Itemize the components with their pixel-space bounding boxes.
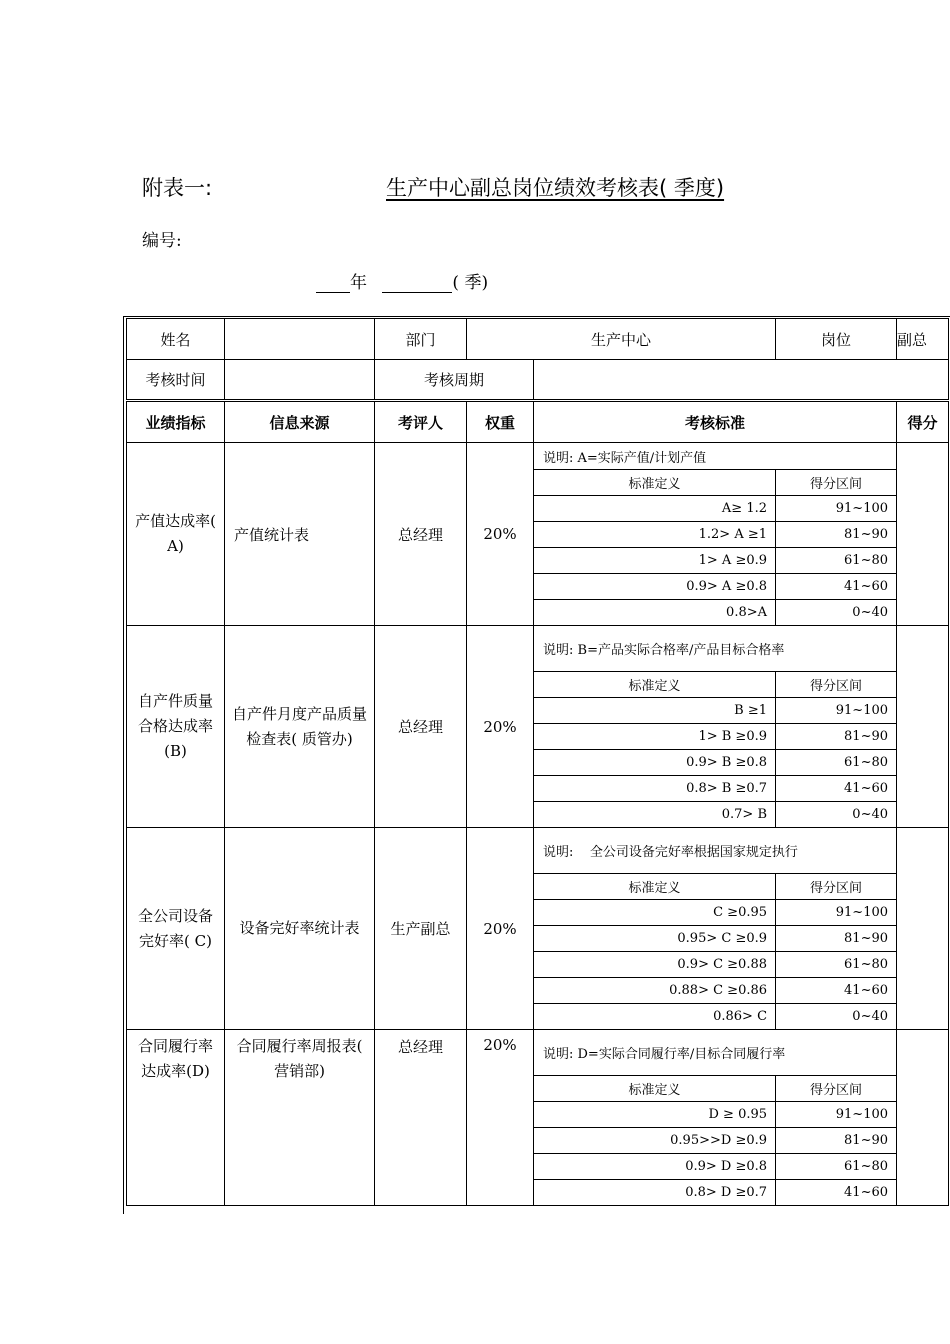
appendix-label: 附表一:: [142, 176, 213, 200]
rule-range: 81~90: [776, 522, 897, 548]
indicator-a-note-row: [127, 443, 949, 470]
dept-value: 生产中心: [467, 319, 776, 360]
rule-range: 81~90: [776, 724, 897, 750]
period-line: [316, 268, 488, 293]
indicator-d-note: 说明: D=实际合同履行率/目标合同履行率: [534, 1030, 897, 1076]
table-frame-left: [123, 316, 124, 1214]
rule-definition: 1.2> A ≥1: [534, 522, 776, 548]
indicator-b-note: 说明: B=产品实际合格率/产品目标合格率: [534, 626, 897, 672]
rule-range: 61~80: [776, 548, 897, 574]
indicator-a-score[interactable]: [897, 443, 949, 626]
rule-range: 41~60: [776, 1180, 897, 1206]
rule-range: 91~100: [776, 698, 897, 724]
rule-range: 91~100: [776, 1102, 897, 1128]
rule-definition: 1> B ≥0.9: [534, 724, 776, 750]
table-frame-top: [123, 316, 950, 317]
column-header-row: [127, 401, 949, 443]
rule-definition: 0.8> B ≥0.7: [534, 776, 776, 802]
indicator-a-source: 产值统计表: [225, 443, 375, 626]
indicator-b-weight: 20%: [467, 626, 534, 828]
definition-header: 标准定义: [534, 874, 776, 900]
rule-definition: 0.95> C ≥0.9: [534, 926, 776, 952]
col-evaluator: 考评人: [375, 401, 467, 443]
page-title: 生产中心副总岗位绩效考核表( 季度): [386, 176, 725, 200]
indicator-c-note: 说明: 全公司设备完好率根据国家规定执行: [534, 828, 897, 874]
rule-range: 91~100: [776, 900, 897, 926]
indicator-c-source: 设备完好率统计表: [225, 828, 375, 1030]
rule-range: 91~100: [776, 496, 897, 522]
cycle-field[interactable]: [534, 360, 949, 401]
rule-definition: 0.9> A ≥0.8: [534, 574, 776, 600]
col-source: 信息来源: [225, 401, 375, 443]
range-header: 得分区间: [776, 1076, 897, 1102]
indicator-a-name: 产值达成率( A): [127, 443, 225, 626]
col-standard: 考核标准: [534, 401, 897, 443]
rule-range: 81~90: [776, 1128, 897, 1154]
post-value: 副总: [897, 319, 949, 360]
rule-range: 0~40: [776, 600, 897, 626]
time-label: 考核时间: [127, 360, 225, 401]
indicator-c-weight: 20%: [467, 828, 534, 1030]
rule-range: 61~80: [776, 1154, 897, 1180]
rule-definition: D ≥ 0.95: [534, 1102, 776, 1128]
year-label: 年: [350, 273, 367, 293]
indicator-a-note: 说明: A=实际产值/计划产值: [534, 443, 897, 470]
indicator-a-evaluator: 总经理: [375, 443, 467, 626]
col-weight: 权重: [467, 401, 534, 443]
year-blank[interactable]: [316, 274, 350, 293]
rule-range: 41~60: [776, 776, 897, 802]
time-field[interactable]: [225, 360, 375, 401]
rule-definition: 0.95>>D ≥0.9: [534, 1128, 776, 1154]
indicator-d-score[interactable]: [897, 1030, 949, 1206]
indicator-d-note-row: [127, 1030, 949, 1076]
rule-definition: 0.9> B ≥0.8: [534, 750, 776, 776]
quarter-label: ( 季): [452, 273, 489, 293]
dept-label: 部门: [375, 319, 467, 360]
rule-definition: 0.9> C ≥0.88: [534, 952, 776, 978]
rule-range: 0~40: [776, 802, 897, 828]
rule-definition: 0.86> C: [534, 1004, 776, 1030]
info-row-1: [127, 319, 949, 360]
indicator-c-evaluator: 生产副总: [375, 828, 467, 1030]
name-label: 姓名: [127, 319, 225, 360]
rule-definition: 1> A ≥0.9: [534, 548, 776, 574]
indicator-b-source: 自产件月度产品质量检查表( 质管办): [225, 626, 375, 828]
indicator-d-weight: 20%: [467, 1030, 534, 1206]
rule-definition: 0.7> B: [534, 802, 776, 828]
post-label: 岗位: [776, 319, 897, 360]
rule-range: 61~80: [776, 952, 897, 978]
rule-definition: B ≥1: [534, 698, 776, 724]
indicator-d-evaluator: 总经理: [375, 1030, 467, 1206]
rule-definition: 0.9> D ≥0.8: [534, 1154, 776, 1180]
range-header: 得分区间: [776, 874, 897, 900]
col-indicator: 业绩指标: [127, 401, 225, 443]
indicator-b-score[interactable]: [897, 626, 949, 828]
indicator-b-note-row: [127, 626, 949, 672]
rule-range: 41~60: [776, 574, 897, 600]
rule-definition: 0.8> D ≥0.7: [534, 1180, 776, 1206]
col-score: 得分: [897, 401, 949, 443]
assessment-table: [126, 318, 949, 1206]
rule-definition: A≥ 1.2: [534, 496, 776, 522]
range-header: 得分区间: [776, 672, 897, 698]
serial-number-label: 编号:: [142, 231, 182, 251]
indicator-b-evaluator: 总经理: [375, 626, 467, 828]
indicator-d-source: 合同履行率周报表( 营销部): [225, 1030, 375, 1206]
rule-range: 81~90: [776, 926, 897, 952]
range-header: 得分区间: [776, 470, 897, 496]
indicator-b-name: 自产件质量合格达成率(B): [127, 626, 225, 828]
definition-header: 标准定义: [534, 1076, 776, 1102]
rule-definition: 0.88> C ≥0.86: [534, 978, 776, 1004]
indicator-d-name: 合同履行率达成率(D): [127, 1030, 225, 1206]
rule-definition: C ≥0.95: [534, 900, 776, 926]
indicator-c-note-row: [127, 828, 949, 874]
definition-header: 标准定义: [534, 470, 776, 496]
name-field[interactable]: [225, 319, 375, 360]
rule-range: 0~40: [776, 1004, 897, 1030]
info-row-2: [127, 360, 949, 401]
rule-range: 61~80: [776, 750, 897, 776]
indicator-c-name: 全公司设备完好率( C): [127, 828, 225, 1030]
definition-header: 标准定义: [534, 672, 776, 698]
rule-definition: 0.8>A: [534, 600, 776, 626]
quarter-blank[interactable]: [382, 274, 452, 293]
cycle-label: 考核周期: [375, 360, 534, 401]
rule-range: 41~60: [776, 978, 897, 1004]
indicator-c-score[interactable]: [897, 828, 949, 1030]
indicator-a-weight: 20%: [467, 443, 534, 626]
